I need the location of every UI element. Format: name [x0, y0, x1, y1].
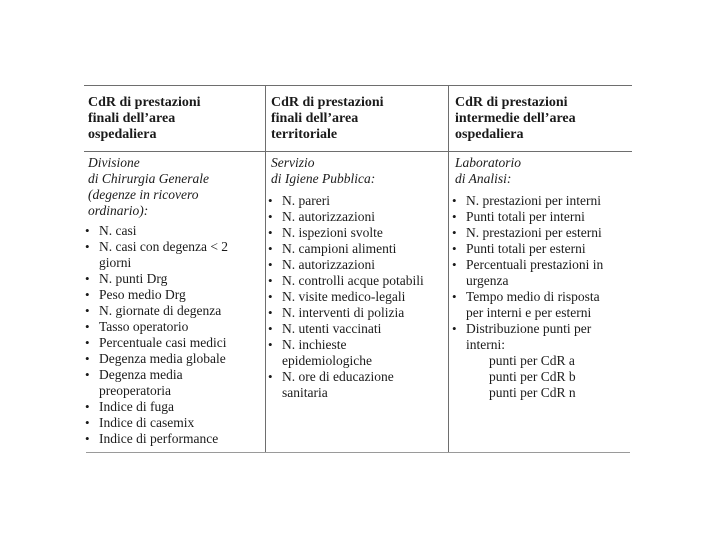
list-subitem: punti per CdR n [489, 385, 576, 400]
list-item: • N. campioni alimenti [267, 241, 447, 257]
list-item: • N. pareri [267, 193, 447, 209]
list-item: • Percentuale casi medici [84, 335, 262, 351]
list-item: • N. interventi di polizia [267, 305, 447, 321]
column-3-header: CdR di prestazioni intermedie dell’area ospedaliera [455, 95, 576, 142]
column-1-subheader: Divisione di Chirurgia Generale (degenze in ricovero ordinario): [88, 155, 209, 218]
bottom-rule [86, 452, 630, 453]
list-item: • N. prestazioni per esterni [451, 225, 631, 241]
column-3-list [451, 193, 631, 401]
list-item: • N. controlli acque potabili [267, 273, 447, 289]
list-item: • Tasso operatorio [84, 319, 262, 335]
list-item: • N. inchieste epidemiologiche [267, 337, 447, 369]
list-item: • N. autorizzazioni [267, 257, 447, 273]
column-2-header: CdR di prestazioni finali dell’area territoriale [271, 95, 384, 142]
list-item: • N. punti Drg [84, 271, 262, 287]
header-rule [84, 151, 632, 152]
list-item: • Distribuzione punti per interni: [451, 321, 631, 353]
list-item: • Tempo medio di risposta per interni e per esterni [451, 289, 631, 321]
list-item: • N. utenti vaccinati [267, 321, 447, 337]
list-item: • Degenza media preoperatoria [84, 367, 262, 399]
list-item: • Punti totali per interni [451, 209, 631, 225]
list-item: • Peso medio Drg [84, 287, 262, 303]
list-item: • N. autorizzazioni [267, 209, 447, 225]
list-subitem: punti per CdR b [489, 369, 576, 384]
column-1-list [84, 223, 262, 447]
list-item: • Percentuali prestazioni in urgenza [451, 257, 631, 289]
list-item: • N. visite medico-legali [267, 289, 447, 305]
column-1-header: CdR di prestazioni finali dell’area ospedaliera [88, 95, 201, 142]
list-item: • N. casi con degenza < 2 giorni [84, 239, 262, 271]
column-2-subheader: Servizio di Igiene Pubblica: [271, 155, 376, 186]
list-item: • N. ispezioni svolte [267, 225, 447, 241]
table-scan [84, 85, 632, 455]
column-2-list [267, 193, 447, 401]
list-item: • N. prestazioni per interni [451, 193, 631, 209]
list-item: • Indice di fuga [84, 399, 262, 415]
column-divider-2 [448, 85, 449, 452]
list-item: • N. ore di educazione sanitaria [267, 369, 447, 401]
top-rule [84, 85, 632, 86]
list-item: • Degenza media globale [84, 351, 262, 367]
column-3-subheader: Laboratorio di Analisi: [455, 155, 522, 186]
list-subitem: punti per CdR a [489, 353, 575, 368]
column-divider-1 [265, 85, 266, 452]
list-item: • Indice di casemix [84, 415, 262, 431]
list-item: • N. giornate di degenza [84, 303, 262, 319]
list-item: • N. casi [84, 223, 262, 239]
list-item: • Indice di performance [84, 431, 262, 447]
list-item: • Punti totali per esterni [451, 241, 631, 257]
